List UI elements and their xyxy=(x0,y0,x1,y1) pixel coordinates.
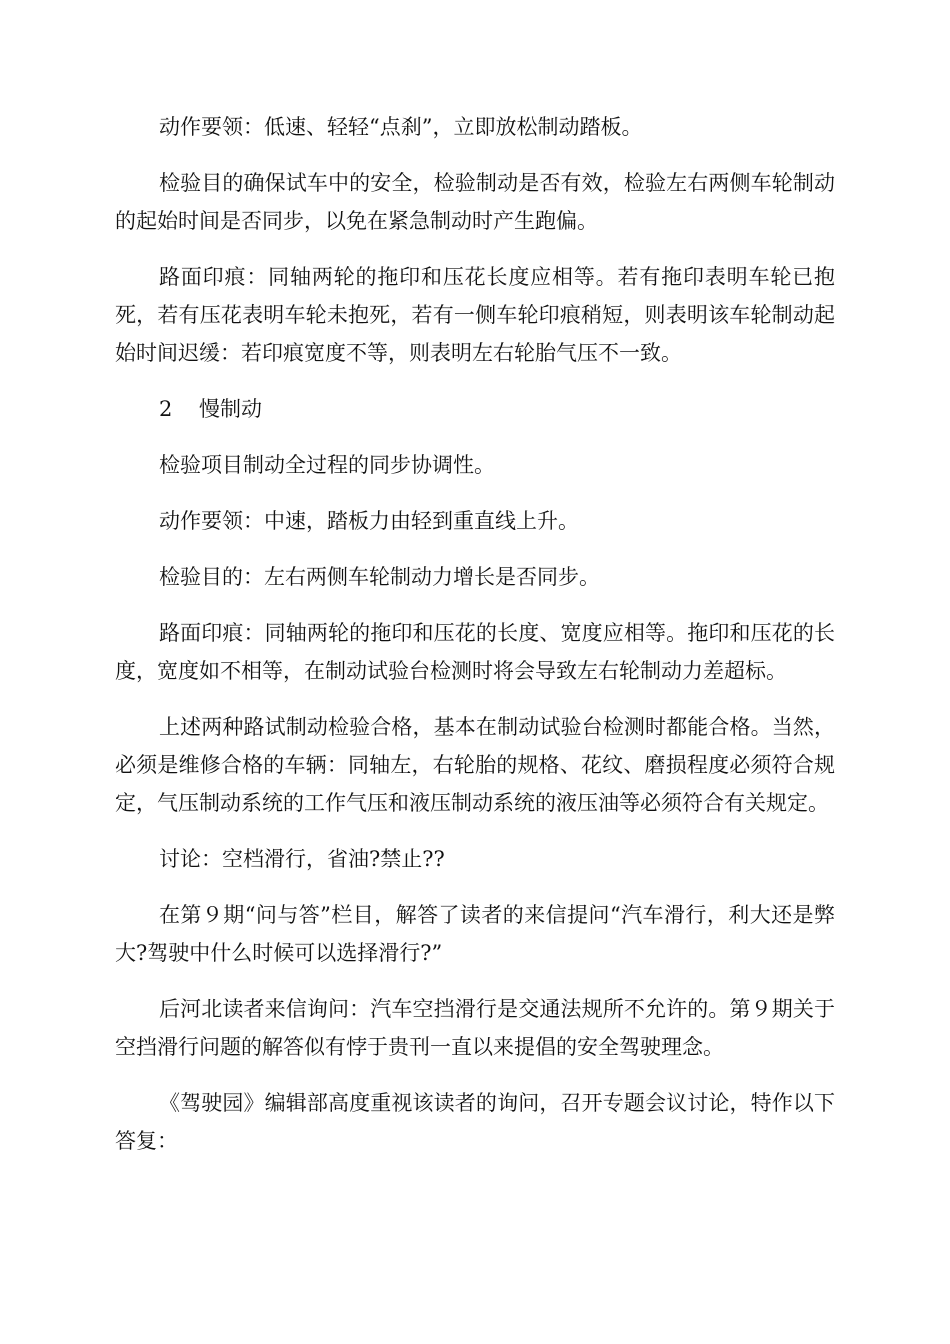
paragraph-discussion-title: 讨论：空档滑行，省油?禁止?? xyxy=(159,847,445,871)
paragraph-editorial-reply: 《驾驶园》编辑部高度重视该读者的询问，召开专题会议讨论，特作以下答复： xyxy=(115,1091,835,1153)
paragraph-reader-letter: 后河北读者来信询问：汽车空挡滑行是交通法规所不允许的。第９期关于空挡滑行问题的解答似有悖于贵刊一直以来提倡的安全驾驶理念。 xyxy=(115,997,835,1059)
paragraph-test-purpose-sync: 检验目的：左右两侧车轮制动力增长是否同步。 xyxy=(159,565,600,589)
document-body xyxy=(115,108,835,1178)
paragraph-action-medium-speed: 动作要领：中速，踏板力由轻到重直线上升。 xyxy=(159,509,579,533)
paragraph-issue-9: 在第９期“问与答”栏目，解答了读者的来信提问“汽车滑行，利大还是弊大?驾驶中什么时候可以选择滑行?” xyxy=(115,903,835,965)
section-title: 慢制动 xyxy=(199,397,262,421)
paragraph-action-low-speed: 动作要领：低速、轻轻“点刹”，立即放松制动踏板。 xyxy=(159,115,643,139)
paragraph-road-marks: 路面印痕：同轴两轮的拖印和压花长度应相等。若有拖印表明车轮已抱死，若有压花表明车轮未抱死，若有一侧车轮印痕稍短，则表明该车轮制动起始时间迟缓：若印痕宽度不等，则表明左右轮胎气压不一致。 xyxy=(115,265,835,365)
paragraph-conclusion: 上述两种路试制动检验合格，基本在制动试验台检测时都能合格。当然，必须是维修合格的车辆：同轴左，右轮胎的规格、花纹、磨损程度必须符合规定，气压制动系统的工作气压和液压制动系统的液压油等必须符合有关规定。 xyxy=(115,715,835,815)
paragraph-test-purpose: 检验目的确保试车中的安全，检验制动是否有效，检验左右两侧车轮制动的起始时间是否同步，以免在紧急制动时产生跑偏。 xyxy=(115,171,835,233)
section-number: 2 xyxy=(159,397,173,421)
section-heading xyxy=(115,390,835,428)
paragraph-test-item: 检验项目制动全过程的同步协调性。 xyxy=(159,453,495,477)
paragraph-road-marks-equal: 路面印痕：同轴两轮的拖印和压花的长度、宽度应相等。拖印和压花的长度，宽度如不相等，在制动试验台检测时将会导致左右轮制动力差超标。 xyxy=(115,621,835,683)
